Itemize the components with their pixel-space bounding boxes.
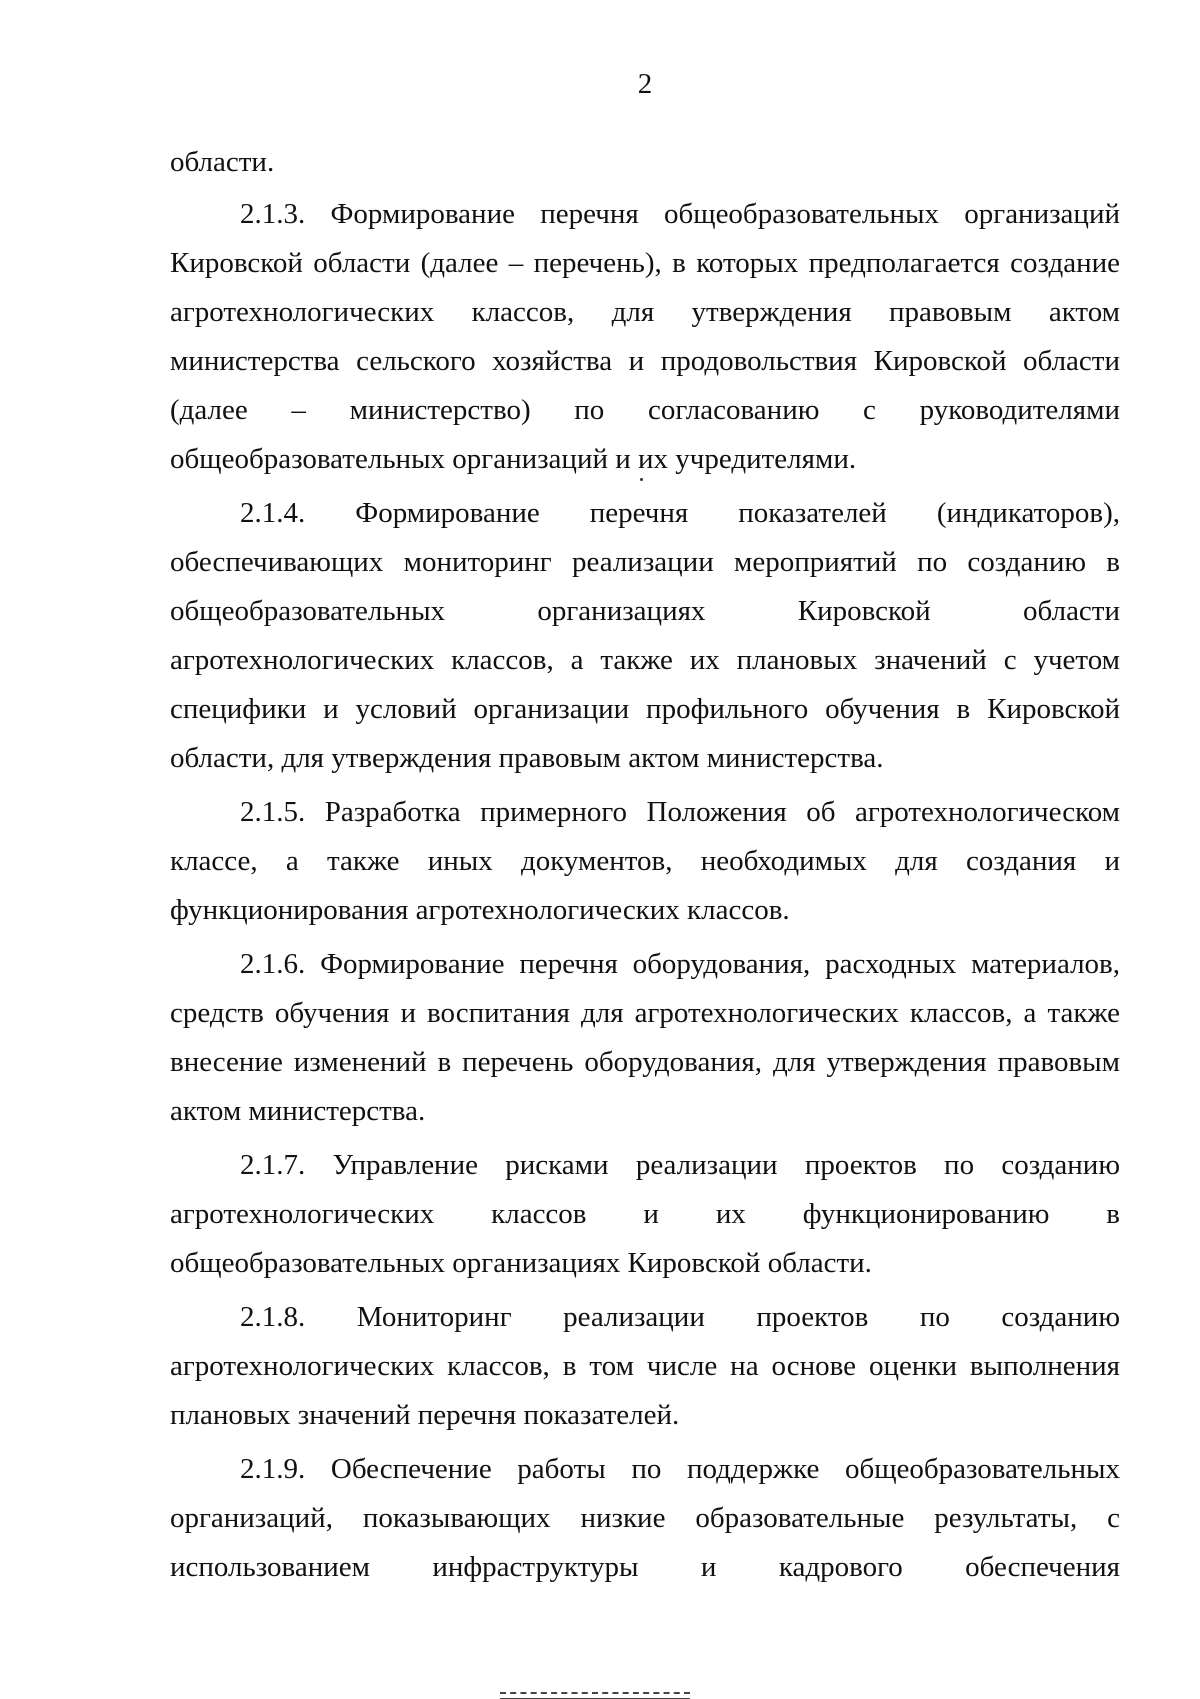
document-body	[170, 138, 1120, 1597]
paragraph-2-1-4: 2.1.4. Формирование перечня показателей (индикаторов), обеспечивающих мониторинг реализации мероприятий по созданию в общеобразовательных организациях Кировской области агротехнологических классов, а также их плановых значений с учетом специфики и условий организации профильного обучения в Кировской области, для утверждения правовым актом министерства.	[170, 497, 1120, 774]
paragraph-2-1-3: 2.1.3. Формирование перечня общеобразовательных организаций Кировской области (далее – перечень), в которых предполагается создание агротехнологических классов, для утверждения правовым актом министерства сельского хозяйства и продовольствия Кировской области (далее – министерство) по согласованию с руководителями общеобразовательных организаций и их учредителями.	[170, 198, 1120, 475]
scan-edge-mark	[500, 1692, 690, 1699]
page-number: 2	[637, 68, 653, 100]
paragraph-2-1-8: 2.1.8. Мониторинг реализации проектов по созданию агротехнологических классов, в том числе на основе оценки выполнения плановых значений перечня показателей.	[170, 1301, 1120, 1431]
paragraph-continuation: области.	[170, 146, 275, 178]
paragraph-2-1-9: 2.1.9. Обеспечение работы по поддержке общеобразовательных организаций, показывающих низкие образовательные результаты, с использованием инфраструктуры и кадрового обеспечения	[170, 1453, 1120, 1583]
paragraph-2-1-7: 2.1.7. Управление рисками реализации проектов по созданию агротехнологических классов и их функционированию в общеобразовательных организациях Кировской области.	[170, 1149, 1120, 1279]
paragraph-2-1-6: 2.1.6. Формирование перечня оборудования, расходных материалов, средств обучения и воспитания для агротехнологических классов, а также внесение изменений в перечень оборудования, для утверждения правовым актом министерства.	[170, 948, 1120, 1127]
paragraph-2-1-5: 2.1.5. Разработка примерного Положения об агротехнологическом классе, а также иных документов, необходимых для создания и функционирования агротехнологических классов.	[170, 796, 1120, 926]
